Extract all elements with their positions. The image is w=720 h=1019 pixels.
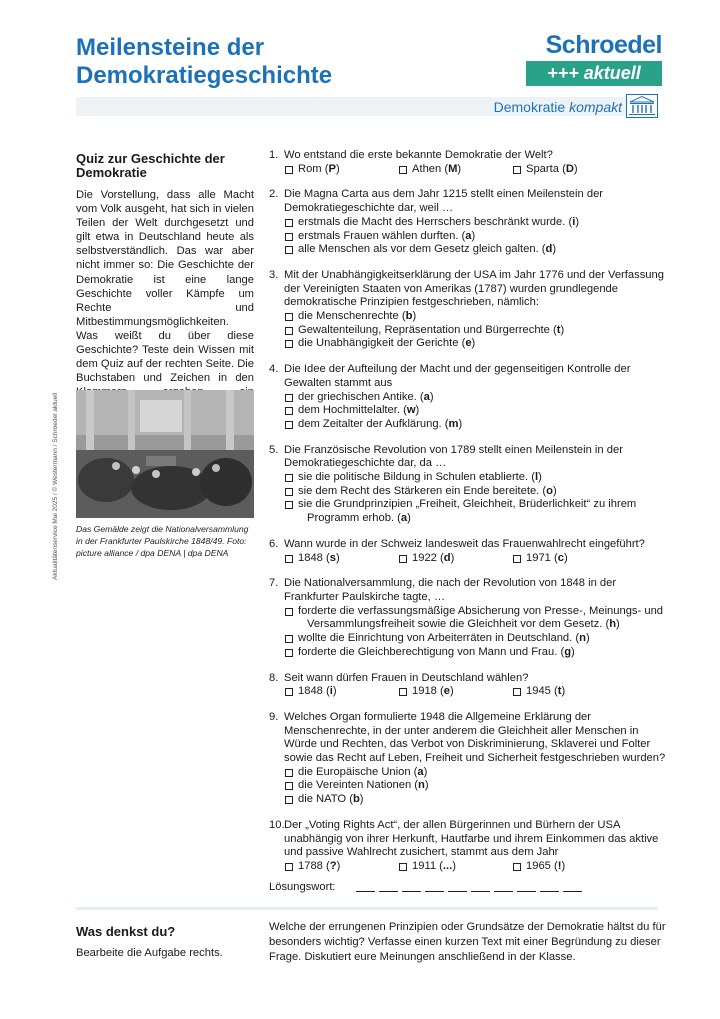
series-label-a: Demokratie xyxy=(493,99,566,115)
question-number: 10. xyxy=(269,818,285,831)
answer-option[interactable] xyxy=(284,163,398,177)
answer-letter: P xyxy=(328,162,336,175)
answer-label: die Unabhängigkeit der Gerichte xyxy=(298,337,459,350)
answer-checkbox[interactable] xyxy=(285,313,293,321)
answer-label: sie die Grundprinzipien „Freiheit, Gleichheit, Brüderlichkeit“ zu ihrem Programm erhob. xyxy=(298,498,637,525)
quiz-questions xyxy=(269,149,669,886)
answer-checkbox[interactable] xyxy=(285,688,293,696)
answer-label: erstmals die Macht des Herrschers beschränkt wurde. xyxy=(298,215,566,228)
answer-checkbox[interactable] xyxy=(285,246,293,254)
answer-letter: t xyxy=(556,323,561,336)
question-text: Wo entstand die erste bekannte Demokratie der Welt? xyxy=(284,149,553,161)
answer-line: 1971 (c) xyxy=(526,551,568,564)
logo-tagline: +++ aktuell xyxy=(526,61,662,86)
answer-option[interactable] xyxy=(398,685,512,699)
section-divider xyxy=(76,907,658,910)
series-label xyxy=(450,98,622,116)
answer-options xyxy=(284,860,669,874)
answer-label: Sparta xyxy=(526,162,559,175)
answer-label: 1965 xyxy=(526,859,551,872)
answer-line: die Europäische Union (a) xyxy=(298,765,428,778)
answer-option[interactable] xyxy=(284,404,669,418)
question-number: 2. xyxy=(269,188,279,201)
intro-text: Die Vorstellung, dass alle Macht vom Volk ausgeht, hat sich in vielen Teilen der Welt durchgesetzt und gilt etwa in Deutschland heute als selbstverständlich. Das war aber nicht immer so: Die Geschichte der Demokratie ist eine lange Geschichte voller Kämpfe um Rechte und Mitbestimmungsmöglichkeiten. Was weißt du über diese Geschichte? Teste dein Wissen mit dem Quiz auf der rechten Seite. Die Buchstaben und Zeichen in den xyxy=(76,189,254,385)
answer-label: dem Hochmittelalter. xyxy=(298,404,400,417)
answer-option[interactable] xyxy=(284,243,669,257)
answer-label: forderte die verfassungsmäßige Absicherung von Presse-, Meinungs- und Versammlungsfreiheit sowie die Gleichheit vor dem Gesetz. xyxy=(298,604,664,631)
answer-options xyxy=(284,391,669,432)
logo-wordmark: Schroedel xyxy=(545,31,662,59)
answer-letter: n xyxy=(418,779,425,792)
answer-checkbox[interactable] xyxy=(399,166,407,174)
solution-blank[interactable] xyxy=(540,891,559,892)
question-text: Die Französische Revolution von 1789 stellt einen Meilenstein in der Demokratiegeschichte dar, da … xyxy=(284,443,623,470)
answer-checkbox[interactable] xyxy=(285,407,293,415)
answer-checkbox[interactable] xyxy=(513,555,521,563)
answer-letter: b xyxy=(405,310,413,323)
answer-line: der griechischen Antike. (a) xyxy=(298,390,434,403)
answer-label: alle Menschen als vor dem Gesetz gleich galten. xyxy=(298,243,539,256)
answer-label: sie dem Recht des Stärkeren ein Ende bereitete. xyxy=(298,484,540,497)
answer-option[interactable] xyxy=(398,860,512,874)
answer-checkbox[interactable] xyxy=(513,166,521,174)
answer-label: Gewaltenteilung, Repräsentation und Bürgerrechte xyxy=(298,323,550,336)
question-text: Die Idee der Aufteilung der Macht und der gegenseitigen Kontrolle der Gewalten stammt aus xyxy=(284,363,631,389)
series-label-b: kompakt xyxy=(569,99,622,115)
answer-letter: g xyxy=(564,645,572,658)
answer-option[interactable] xyxy=(284,324,669,338)
answer-letter: d xyxy=(443,551,451,564)
page-title: Meilensteine der Demokratiegeschichte xyxy=(76,34,333,89)
answer-line: 1848 (i) xyxy=(298,685,337,698)
answer-label: Rom xyxy=(298,162,322,175)
answer-option[interactable] xyxy=(284,793,669,807)
answer-checkbox[interactable] xyxy=(285,769,293,777)
answer-option[interactable] xyxy=(284,779,669,793)
answer-letter: n xyxy=(579,632,586,645)
solution-blank[interactable] xyxy=(425,891,444,892)
quiz-question xyxy=(269,188,669,257)
answer-option[interactable] xyxy=(512,685,652,699)
answer-label: 1911 xyxy=(412,859,437,872)
answer-checkbox[interactable] xyxy=(285,327,293,335)
answer-letter: M xyxy=(448,162,458,175)
answer-label: erstmals Frauen wählen durften. xyxy=(298,229,459,242)
answer-label: 1848 xyxy=(298,685,323,698)
answer-letter: o xyxy=(546,484,553,497)
answer-letter: e xyxy=(443,685,450,698)
answer-line: die Unabhängigkeit der Gerichte (e) xyxy=(298,337,476,350)
answer-letter: D xyxy=(565,162,574,175)
answer-checkbox[interactable] xyxy=(285,394,293,402)
answer-line: erstmals die Macht des Herrschers beschränkt wurde. (i) xyxy=(298,215,580,228)
answer-line: dem Hochmittelalter. (w) xyxy=(298,404,420,417)
intro-column xyxy=(76,152,254,414)
question-text: Seit wann dürfen Frauen in Deutschland wählen? xyxy=(284,671,529,684)
answer-checkbox[interactable] xyxy=(285,421,293,429)
answer-letter: ! xyxy=(557,859,562,872)
answer-checkbox[interactable] xyxy=(285,796,293,804)
answer-line: die Menschenrechte (b) xyxy=(298,310,417,323)
solution-blank[interactable] xyxy=(402,891,421,892)
paulskirche-painting xyxy=(76,390,254,518)
answer-label: dem Zeitalter der Aufklärung. xyxy=(298,417,442,430)
answer-line: 1911 (...) xyxy=(412,859,456,872)
discussion-subtitle: Bearbeite die Aufgabe rechts. xyxy=(76,947,223,959)
answer-checkbox[interactable] xyxy=(285,608,293,616)
answer-option[interactable] xyxy=(512,552,652,566)
answer-letter: d xyxy=(545,243,553,256)
solution-blank[interactable] xyxy=(517,891,536,892)
answer-option[interactable] xyxy=(284,766,669,780)
answer-option[interactable] xyxy=(284,860,398,874)
answer-checkbox[interactable] xyxy=(285,555,293,563)
answer-checkbox[interactable] xyxy=(285,219,293,227)
answer-option[interactable] xyxy=(398,552,512,566)
answer-label: die NATO xyxy=(298,793,347,806)
quiz-heading: Quiz zur Geschichte der Demokratie xyxy=(76,151,225,180)
answer-option[interactable] xyxy=(284,310,669,324)
question-number: 4. xyxy=(269,363,279,376)
answer-letter: c xyxy=(557,551,564,564)
answer-options xyxy=(284,766,669,807)
answer-label: 1848 xyxy=(298,551,323,564)
quiz-question xyxy=(269,269,669,351)
solution-blank[interactable] xyxy=(563,891,582,892)
answer-letter: i xyxy=(572,215,576,228)
answer-letter: h xyxy=(609,618,617,631)
answer-line: dem Zeitalter der Aufklärung. (m) xyxy=(298,417,463,430)
answer-option[interactable] xyxy=(398,163,512,177)
answer-options xyxy=(284,552,669,566)
answer-line: die Vereinten Nationen (n) xyxy=(298,779,429,792)
quiz-question xyxy=(269,149,669,176)
answer-option[interactable] xyxy=(284,552,398,566)
answer-letter: a xyxy=(400,512,408,525)
answer-checkbox[interactable] xyxy=(285,782,293,790)
answer-option[interactable] xyxy=(284,646,669,660)
question-text: Mit der Unabhängigkeitserklärung der USA im Jahr 1776 und der Verfassung der Vereinigten Staaten von Amerikas (1787) wurden grundlegende demokratische Prinzipien festgeschrieben, nämlich: xyxy=(284,268,664,309)
question-text: Die Magna Carta aus dem Jahr 1215 stellt einen Meilenstein der Demokratiegeschichte dar, weil … xyxy=(284,188,604,215)
answer-option[interactable] xyxy=(284,337,669,351)
question-number: 7. xyxy=(269,577,279,590)
answer-line: 1788 (?) xyxy=(298,859,341,872)
answer-line: Gewaltenteilung, Repräsentation und Bürgerrechte (t) xyxy=(298,323,565,336)
answer-option[interactable] xyxy=(284,471,669,485)
answer-line: 1848 (s) xyxy=(298,551,340,564)
answer-letter: e xyxy=(465,337,472,350)
answer-label: der griechischen Antike. xyxy=(298,390,417,403)
answer-option[interactable] xyxy=(284,605,669,632)
temple-icon xyxy=(626,94,658,118)
answer-line: sie die politische Bildung in Schulen etablierte. (l) xyxy=(298,471,542,484)
answer-checkbox[interactable] xyxy=(285,649,293,657)
solution-blank[interactable] xyxy=(448,891,467,892)
answer-label: 1918 xyxy=(412,685,437,698)
answer-checkbox[interactable] xyxy=(513,688,521,696)
answer-letter: ? xyxy=(329,859,337,872)
answer-checkbox[interactable] xyxy=(285,166,293,174)
photo-caption: Das Gemälde zeigt die Nationalversammlung in der Frankfurter Paulskirche 1848/49. Foto: picture alliance / dpa DENA | dpa DENA xyxy=(76,524,249,558)
answer-line: Sparta (D) xyxy=(526,162,578,175)
answer-checkbox[interactable] xyxy=(513,863,521,871)
answer-option[interactable] xyxy=(284,391,669,405)
quiz-question xyxy=(269,538,669,565)
quiz-question xyxy=(269,711,669,807)
answer-option[interactable] xyxy=(512,163,652,177)
answer-options xyxy=(284,605,669,660)
answer-label: sie die politische Bildung in Schulen etablierte. xyxy=(298,471,529,484)
answer-option[interactable] xyxy=(512,860,652,874)
answer-checkbox[interactable] xyxy=(399,688,407,696)
answer-label: die Vereinten Nationen xyxy=(298,779,412,792)
quiz-question xyxy=(269,363,669,432)
copyright-note: Aktualitätenservice Mai 2025 / © Westermann / Schroedel aktuell xyxy=(52,392,59,580)
question-text: Wann wurde in der Schweiz landesweit das Frauenwahlrecht eingeführt? xyxy=(284,537,645,550)
answer-options xyxy=(284,685,669,699)
answer-letter: i xyxy=(329,685,333,698)
solution-blank[interactable] xyxy=(379,891,398,892)
answer-label: wollte die Einrichtung von Arbeiterräten in Deutschland. xyxy=(298,632,573,645)
answer-options xyxy=(284,216,669,257)
answer-line: wollte die Einrichtung von Arbeiterräten in Deutschland. (n) xyxy=(298,632,590,645)
answer-line: erstmals Frauen wählen durften. (a) xyxy=(298,229,476,242)
answer-letter: s xyxy=(329,551,336,564)
quiz-question xyxy=(269,819,669,874)
solution-label: Lösungswort: xyxy=(269,881,336,893)
question-number: 1. xyxy=(269,149,279,161)
question-number: 6. xyxy=(269,537,279,550)
answer-line: forderte die verfassungsmäßige Absicherung von Presse-, Meinungs- und Versammlungsfreiheit sowie die Gleichheit vor dem Gesetz. (h) xyxy=(298,604,664,631)
answer-line: 1922 (d) xyxy=(412,551,455,564)
answer-line: Rom (P) xyxy=(298,162,340,175)
solution-blank[interactable] xyxy=(471,891,490,892)
discussion-heading: Was denkst du? xyxy=(76,924,176,939)
answer-letter: l xyxy=(534,471,539,484)
answer-label: 1945 xyxy=(526,685,551,698)
quiz-question xyxy=(269,444,669,526)
publisher-logo xyxy=(522,30,662,86)
question-number: 3. xyxy=(269,268,279,281)
answer-options xyxy=(284,310,669,351)
answer-label: die Europäische Union xyxy=(298,765,411,778)
answer-checkbox[interactable] xyxy=(285,474,293,482)
answer-checkbox[interactable] xyxy=(285,635,293,643)
answer-line: die NATO (b) xyxy=(298,793,364,806)
answer-checkbox[interactable] xyxy=(285,488,293,496)
answer-label: forderte die Gleichberechtigung von Mann und Frau. xyxy=(298,645,558,658)
answer-checkbox[interactable] xyxy=(399,555,407,563)
solution-blank[interactable] xyxy=(494,891,513,892)
answer-line: Athen (M) xyxy=(412,162,462,175)
answer-option[interactable] xyxy=(284,216,669,230)
answer-option[interactable] xyxy=(284,418,669,432)
solution-blanks[interactable] xyxy=(356,891,586,892)
answer-letter: a xyxy=(465,229,472,242)
answer-option[interactable] xyxy=(284,498,669,525)
question-text: Welches Organ formulierte 1948 die Allgemeine Erklärung der Menschenrechte, in der unter anderem die Gleichheit aller Menschen in Würde und Rechten, das Verbot von Diskriminierung, Sklaverei und Folter sowie das Recht auf Leben, Freiheit und Sicherheit festgeschrieben wurden? xyxy=(284,710,666,765)
answer-label: 1971 xyxy=(526,551,551,564)
answer-line: 1945 (t) xyxy=(526,685,566,698)
answer-line: 1965 (!) xyxy=(526,859,566,872)
answer-label: 1922 xyxy=(412,551,437,564)
answer-letter: a xyxy=(423,390,430,403)
solution-blank[interactable] xyxy=(356,891,375,892)
answer-letter: a xyxy=(417,765,424,778)
answer-checkbox[interactable] xyxy=(399,863,407,871)
question-text: Der „Voting Rights Act“, der allen Bürgerinnen und Bürhern der USA unabhängig von ihrer Herkunft, Hautfarbe und ihrem Einkommen das aktive und passive Wahlrecht zusichert, stammt aus dem Jahr xyxy=(284,818,659,859)
question-number: 8. xyxy=(269,671,279,684)
discussion-task: Welche der errungenen Prinzipien oder Grundsätze der Demokratie hältst du für besonders wichtig? Verfasse einen kurzen Text mit einer Begründung zu dieser Frage. Diskutiert eure Meinungen anschließend in der Klasse. xyxy=(269,921,666,963)
question-number: 9. xyxy=(269,710,279,723)
answer-letter: ... xyxy=(442,859,453,872)
answer-checkbox[interactable] xyxy=(285,233,293,241)
answer-option[interactable] xyxy=(284,685,398,699)
answer-option[interactable] xyxy=(284,632,669,646)
answer-line: sie dem Recht des Stärkeren ein Ende bereitete. (o) xyxy=(298,484,557,497)
answer-options xyxy=(284,163,669,177)
answer-line: sie die Grundprinzipien „Freiheit, Gleichheit, Brüderlichkeit“ zu ihrem Programm erhob. (a) xyxy=(298,498,637,525)
answer-option[interactable] xyxy=(284,485,669,499)
answer-line: forderte die Gleichberechtigung von Mann und Frau. (g) xyxy=(298,645,575,658)
answer-checkbox[interactable] xyxy=(285,340,293,348)
answer-line: alle Menschen als vor dem Gesetz gleich galten. (d) xyxy=(298,243,557,256)
quiz-question xyxy=(269,672,669,699)
answer-checkbox[interactable] xyxy=(285,863,293,871)
answer-letter: b xyxy=(352,793,360,806)
answer-letter: w xyxy=(406,404,416,417)
answer-label: 1788 xyxy=(298,859,323,872)
answer-checkbox[interactable] xyxy=(285,501,293,509)
answer-label: Athen xyxy=(412,162,442,175)
answer-letter: t xyxy=(557,685,562,698)
question-number: 5. xyxy=(269,443,279,456)
answer-label: die Menschenrechte xyxy=(298,310,399,323)
answer-options xyxy=(284,471,669,526)
answer-line: 1918 (e) xyxy=(412,685,454,698)
answer-letter: m xyxy=(448,417,459,430)
question-text: Die Nationalversammlung, die nach der Revolution von 1848 in der Frankfurter Paulskirche tagte, … xyxy=(284,577,617,603)
answer-option[interactable] xyxy=(284,230,669,244)
quiz-question xyxy=(269,577,669,659)
